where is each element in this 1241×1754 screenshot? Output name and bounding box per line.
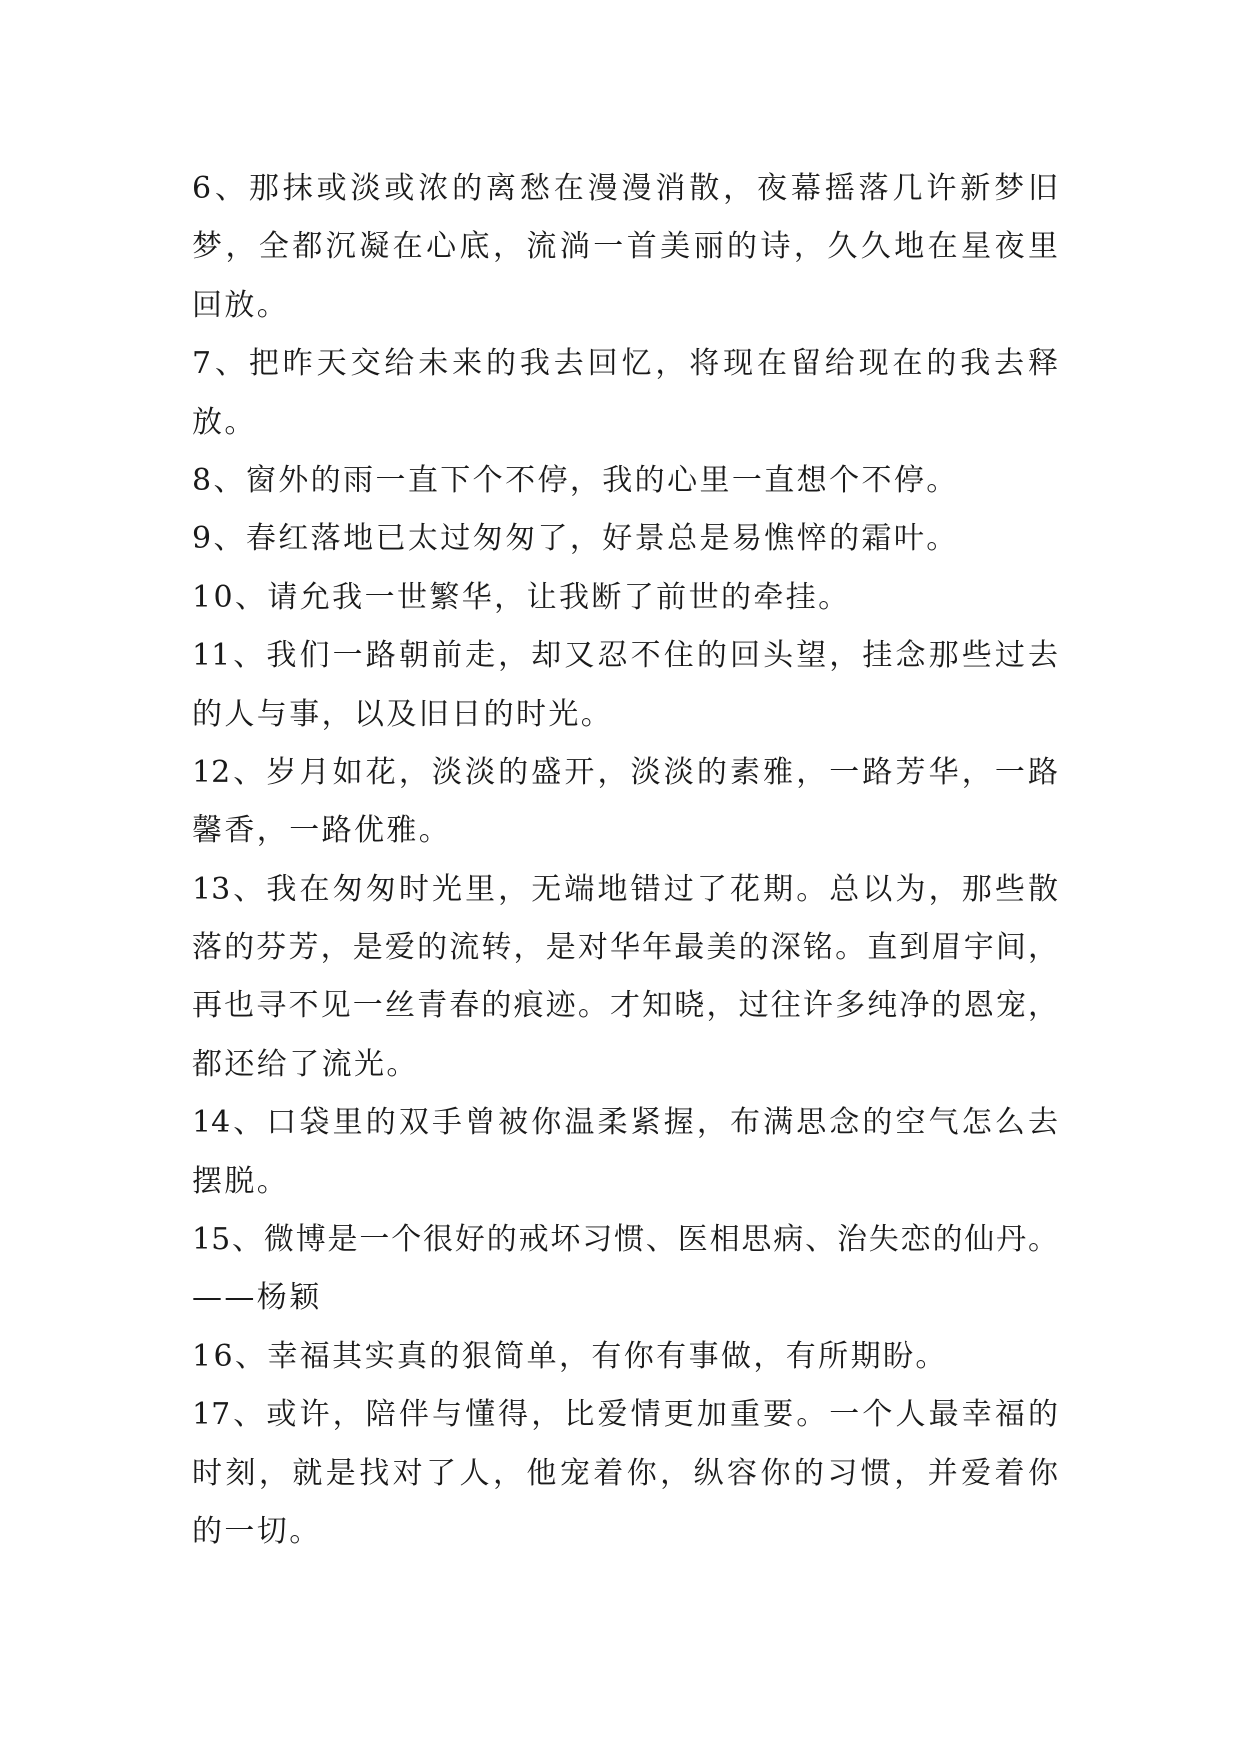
text-line: 7、把昨天交给未来的我去回忆，将现在留给现在的我去释: [192, 346, 1058, 382]
document-body: [192, 160, 1058, 1561]
text-line: 9、春红落地已太过匆匆了，好景总是易憔悴的霜叶。: [192, 521, 959, 557]
text-line: 14、口袋里的双手曾被你温柔紧握，布满思念的空气怎么去: [192, 1105, 1058, 1141]
text-line: 15、微博是一个很好的戒坏习惯、医相思病、治失恋的仙丹。: [192, 1222, 1058, 1258]
text-line: 11、我们一路朝前走，却又忍不住的回头望，挂念那些过去: [192, 638, 1058, 674]
text-line: 回放。: [192, 287, 290, 323]
text-line: 都还给了流光。: [192, 1046, 419, 1082]
text-line: 17、或许，陪伴与懂得，比爱情更加重要。一个人最幸福的: [192, 1397, 1058, 1433]
text-line: 再也寻不见一丝青春的痕迹。才知晓，过往许多纯净的恩宠，: [192, 988, 1058, 1024]
text-line: 放。: [192, 404, 257, 440]
text-line: 13、我在匆匆时光里，无端地错过了花期。总以为，那些散: [192, 871, 1058, 907]
text-line: 馨香，一路优雅。: [192, 813, 452, 849]
text-line: 10、请允我一世繁华，让我断了前世的牵挂。: [192, 579, 851, 615]
text-line: 16、幸福其实真的狠简单，有你有事做，有所期盼。: [192, 1338, 948, 1374]
text-line: 6、那抹或淡或浓的离愁在漫漫消散，夜幕摇落几许新梦旧: [192, 171, 1058, 206]
text-line: 的一切。: [192, 1513, 322, 1549]
text-line: 12、岁月如花，淡淡的盛开，淡淡的素雅，一路芳华，一路: [192, 754, 1058, 790]
text-line: 梦，全都沉凝在心底，流淌一首美丽的诗，久久地在星夜里: [192, 229, 1058, 265]
text-line: 摆脱。: [192, 1163, 290, 1199]
text-line: ——杨颖: [192, 1280, 322, 1316]
text-line: 落的芬芳，是爱的流转，是对华年最美的深铭。直到眉宇间，: [192, 930, 1058, 966]
text-line: 时刻，就是找对了人，他宠着你，纵容你的习惯，并爱着你: [192, 1455, 1058, 1491]
text-line: 的人与事，以及旧日的时光。: [192, 696, 614, 732]
text-line: 8、窗外的雨一直下个不停，我的心里一直想个不停。: [192, 462, 959, 498]
